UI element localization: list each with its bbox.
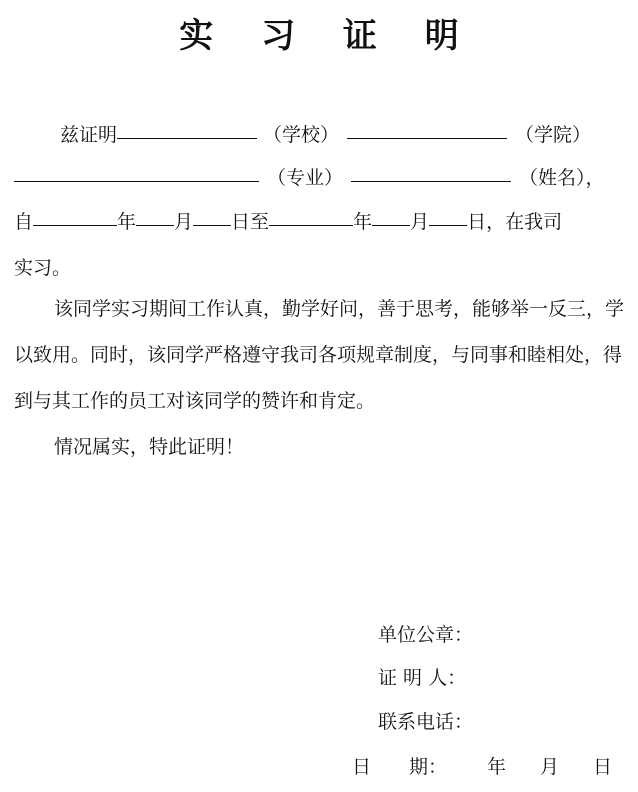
school-label: （学校）: [263, 124, 340, 146]
start-day-blank[interactable]: [193, 205, 231, 226]
end-day-blank[interactable]: [429, 205, 467, 226]
major-label: （专业）: [267, 167, 344, 189]
date-label: 日 期：: [352, 756, 448, 778]
certify-line-major: [14, 163, 605, 193]
end-year-blank[interactable]: [269, 205, 353, 226]
witness-label: 证 明 人：: [378, 667, 467, 689]
from-label: 自: [14, 211, 34, 233]
major-blank[interactable]: [14, 161, 259, 182]
date-row: [352, 752, 612, 782]
date-month: 月: [540, 756, 560, 778]
date-day: 日: [593, 756, 613, 778]
name-blank[interactable]: [351, 161, 511, 182]
name-label: （姓名），: [519, 167, 605, 189]
start-month-blank[interactable]: [136, 205, 174, 226]
college-blank[interactable]: [347, 118, 507, 139]
certify-prefix: 兹证明: [60, 124, 118, 146]
certify-line-internship: 实习。: [14, 257, 72, 279]
college-label: （学院）: [515, 124, 592, 146]
end-month-label: 月: [410, 211, 430, 233]
school-blank[interactable]: [117, 118, 257, 139]
start-day-label: 日至: [231, 211, 270, 233]
start-month-label: 月: [174, 211, 194, 233]
page-title: 实 习 证 明: [179, 16, 477, 56]
end-month-blank[interactable]: [372, 205, 410, 226]
closing-paragraph: 情况属实，特此证明！: [54, 436, 245, 458]
start-year-label: 年: [117, 211, 137, 233]
end-day-label: 日，在我司: [467, 211, 563, 233]
end-year-label: 年: [353, 211, 373, 233]
evaluation-paragraph: 该同学实习期间工作认真，勤学好问，善于思考，能够举一反三，学以致用。同时，该同学严格遵守我司各项规章制度，与同事和睦相处，得到与其工作的员工对该同学的赞许和肯定。: [14, 298, 625, 412]
certify-line-school: [60, 120, 591, 150]
phone-label: 联系电话：: [378, 711, 474, 733]
start-year-blank[interactable]: [33, 205, 117, 226]
seal-label: 单位公章：: [378, 624, 474, 646]
certify-line-dates: [14, 207, 562, 237]
date-year: 年: [487, 756, 507, 778]
